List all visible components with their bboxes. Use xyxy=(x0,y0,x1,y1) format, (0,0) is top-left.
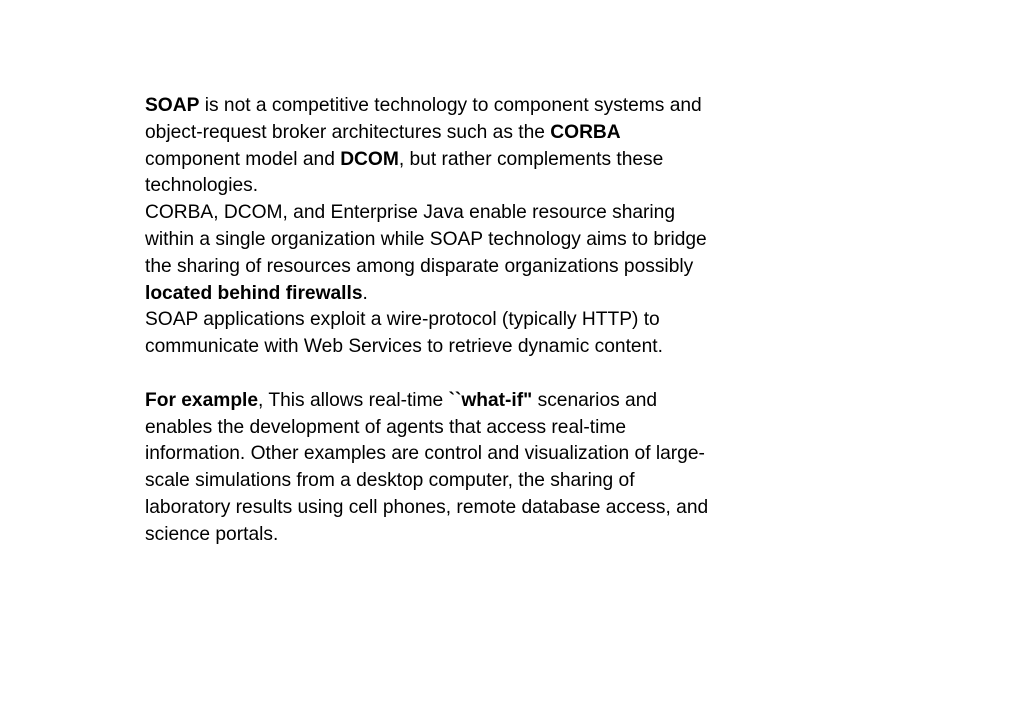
text-line xyxy=(145,334,815,361)
text-span: scale simulations from a desktop computer, the sharing of xyxy=(145,470,635,492)
body-text xyxy=(145,93,815,549)
text-span: , but rather complements these xyxy=(398,148,664,170)
text-span: within a single organization while SOAP technology aims to bridge xyxy=(145,228,707,250)
text-span: science portals. xyxy=(145,523,279,545)
text-span: technologies. xyxy=(145,175,259,197)
bold-term-what-if: ``what-if" xyxy=(448,389,533,411)
text-span: scenarios and xyxy=(532,389,658,411)
text-span: is not a competitive technology to component systems and xyxy=(199,95,702,116)
bold-term-dcom: DCOM xyxy=(340,148,399,170)
text-line xyxy=(145,307,815,334)
text-span: component model and xyxy=(145,148,341,170)
text-line xyxy=(145,120,815,147)
bold-term-corba: CORBA xyxy=(550,121,621,143)
text-span: communicate with Web Services to retrieve dynamic content. xyxy=(145,336,663,358)
text-line xyxy=(145,522,815,549)
text-span: enables the development of agents that access real-time xyxy=(145,416,627,438)
text-span: information. Other examples are control and visualization of large- xyxy=(145,443,705,465)
bold-term-firewalls: located behind firewalls xyxy=(145,282,363,304)
text-span: object-request broker architectures such as the xyxy=(145,121,551,143)
text-line xyxy=(145,281,815,308)
text-line xyxy=(145,495,815,522)
text-line xyxy=(145,441,815,468)
bold-term-soap: SOAP xyxy=(145,95,200,116)
text-line xyxy=(145,388,815,415)
text-span: SOAP applications exploit a wire-protocol (typically HTTP) to xyxy=(145,309,660,331)
text-span: laboratory results using cell phones, remote database access, and xyxy=(145,496,709,518)
text-span: the sharing of resources among disparate organizations possibly xyxy=(145,255,694,277)
paragraph-spacer xyxy=(145,361,815,388)
text-line xyxy=(145,173,815,200)
text-line xyxy=(145,93,815,120)
text-line xyxy=(145,415,815,442)
bold-term-for-example: For example xyxy=(145,389,259,411)
text-line xyxy=(145,200,815,227)
text-span: CORBA, DCOM, and Enterprise Java enable resource sharing xyxy=(145,202,676,224)
text-line xyxy=(145,227,815,254)
text-line xyxy=(145,468,815,495)
text-span: , This allows real-time xyxy=(258,389,449,411)
text-line xyxy=(145,147,815,174)
text-line xyxy=(145,254,815,281)
text-span: . xyxy=(362,282,368,304)
